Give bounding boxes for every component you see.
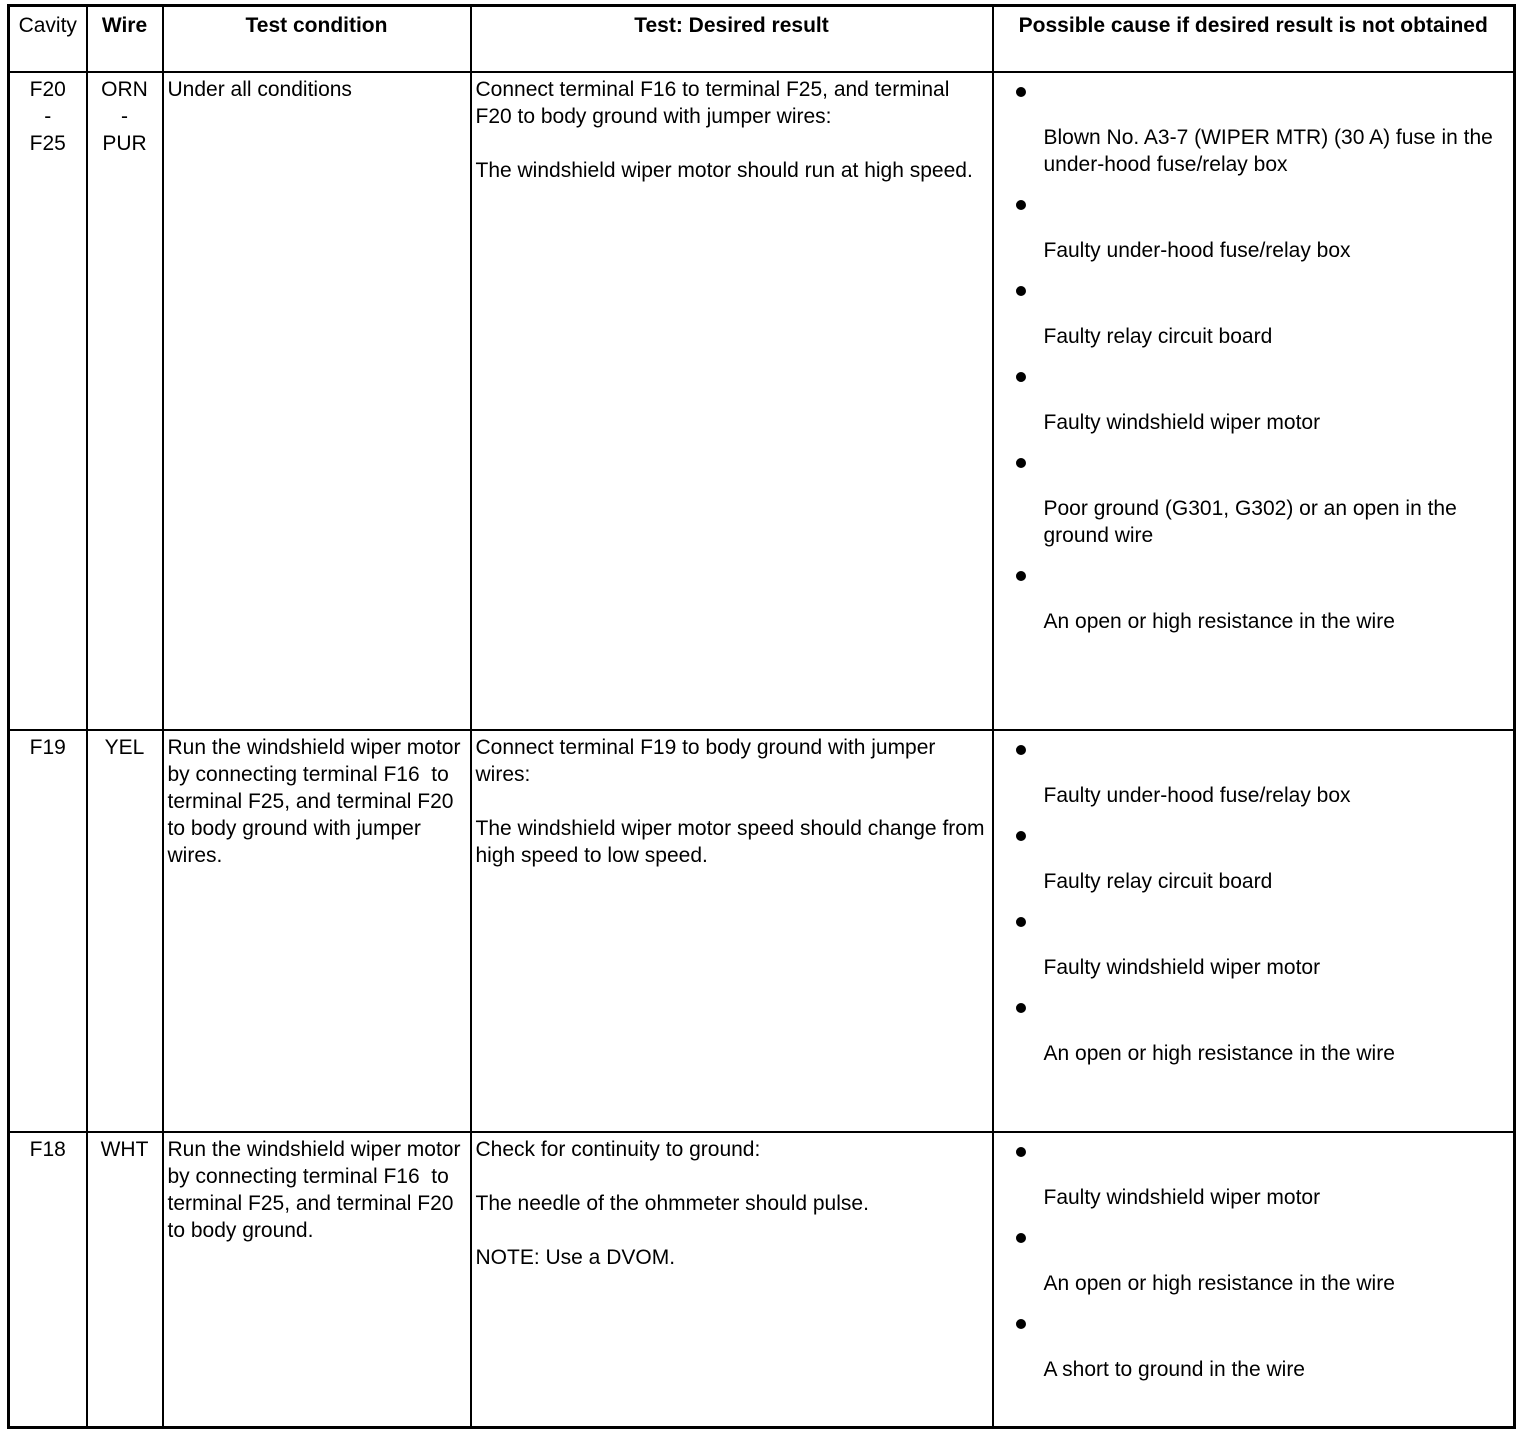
bullet-icon (1016, 200, 1026, 210)
cavity-value: F20 (29, 77, 66, 101)
desired-result-text: Connect terminal F16 to terminal F25, and terminal F20 to body ground with jumper wires: (475, 77, 956, 128)
cavity-cell (9, 1132, 87, 1428)
header-row (9, 6, 1515, 72)
cause-text: Blown No. A3-7 (WIPER MTR) (30 A) fuse in the under-hood fuse/relay box (1043, 125, 1499, 176)
cause-text: Poor ground (G301, G302) or an open in the ground wire (1043, 496, 1463, 547)
wire-color-value: PUR (102, 131, 147, 155)
wire-color-value: WHT (100, 1137, 149, 1161)
bullet-icon (1016, 458, 1026, 468)
bullet-icon (1016, 571, 1026, 581)
col-header-cavity: Cavity (9, 6, 87, 72)
cavity-value: - (44, 104, 52, 128)
possible-cause-cell (993, 730, 1515, 1132)
table-row (9, 72, 1515, 730)
col-header-wire: Wire (87, 6, 163, 72)
table-body (9, 72, 1515, 1428)
col-header-test-condition: Test condition (163, 6, 471, 72)
desired-result-text: The windshield wiper motor should run at high speed. (475, 158, 973, 182)
wire-color-value: YEL (104, 735, 145, 759)
desired-result-text: The needle of the ohmmeter should pulse. (475, 1191, 869, 1215)
test-condition-cell (163, 730, 471, 1132)
cavity-value: F25 (29, 131, 66, 155)
col-header-possible-cause: Possible cause if desired result is not obtained (993, 6, 1515, 72)
cause-item (1016, 745, 1508, 809)
bullet-icon (1016, 372, 1026, 382)
desired-result-text: Check for continuity to ground: (475, 1137, 761, 1161)
cause-text: Faulty relay circuit board (1043, 869, 1273, 893)
cavity-cell (9, 730, 87, 1132)
bullet-icon (1016, 286, 1026, 296)
bullet-icon (1016, 1147, 1026, 1157)
cause-item (1016, 87, 1508, 178)
table-row (9, 1132, 1515, 1428)
bullet-icon (1016, 917, 1026, 927)
wire-cell (87, 72, 163, 730)
table-row (9, 730, 1515, 1132)
cause-text: A short to ground in the wire (1043, 1357, 1305, 1381)
cause-item (1016, 286, 1508, 350)
test-condition-cell (163, 1132, 471, 1428)
bullet-icon (1016, 1233, 1026, 1243)
bullet-icon (1016, 831, 1026, 841)
bullet-icon (1016, 745, 1026, 755)
cause-text: An open or high resistance in the wire (1043, 1271, 1395, 1295)
possible-cause-cell (993, 1132, 1515, 1428)
cause-text: Faulty relay circuit board (1043, 324, 1273, 348)
bullet-icon (1016, 87, 1026, 97)
test-condition-cell (163, 72, 471, 730)
test-condition-text: Under all conditions (167, 77, 352, 101)
cause-text: Faulty windshield wiper motor (1043, 955, 1321, 979)
wire-color-value: ORN (101, 77, 148, 101)
cause-item (1016, 571, 1508, 635)
cause-item (1016, 200, 1508, 264)
desired-result-text: NOTE: Use a DVOM. (475, 1245, 676, 1269)
cause-text: An open or high resistance in the wire (1043, 609, 1395, 633)
cause-item (1016, 1319, 1508, 1383)
cause-item (1016, 831, 1508, 895)
cavity-value: F18 (29, 1137, 66, 1161)
desired-result-text: The windshield wiper motor speed should change from high speed to low speed. (475, 816, 991, 867)
cause-item (1016, 458, 1508, 549)
wire-cell (87, 730, 163, 1132)
col-header-desired-result: Test: Desired result (471, 6, 993, 72)
cause-item (1016, 1233, 1508, 1297)
desired-result-cell (471, 72, 993, 730)
test-condition-text: Run the windshield wiper motor by connecting terminal F16 to terminal F25, and terminal F20 to body ground. (167, 1137, 467, 1242)
wire-color-value: - (121, 104, 128, 128)
cavity-value: F19 (29, 735, 66, 759)
cause-text: Faulty windshield wiper motor (1043, 1185, 1321, 1209)
cause-item (1016, 1003, 1508, 1067)
cause-item (1016, 372, 1508, 436)
cause-item (1016, 917, 1508, 981)
cause-text: Faulty under-hood fuse/relay box (1043, 783, 1351, 807)
wire-cell (87, 1132, 163, 1428)
cause-text: An open or high resistance in the wire (1043, 1041, 1395, 1065)
desired-result-cell (471, 730, 993, 1132)
cause-text: Faulty windshield wiper motor (1043, 410, 1321, 434)
desired-result-text: Connect terminal F19 to body ground with jumper wires: (475, 735, 942, 786)
bullet-icon (1016, 1003, 1026, 1013)
test-condition-text: Run the windshield wiper motor by connecting terminal F16 to terminal F25, and terminal F20 to body ground with jumper wires. (167, 735, 467, 867)
possible-cause-cell (993, 72, 1515, 730)
cause-text: Faulty under-hood fuse/relay box (1043, 238, 1351, 262)
cavity-cell (9, 72, 87, 730)
desired-result-cell (471, 1132, 993, 1428)
wiper-motor-test-table (7, 4, 1516, 1429)
bullet-icon (1016, 1319, 1026, 1329)
cause-item (1016, 1147, 1508, 1211)
